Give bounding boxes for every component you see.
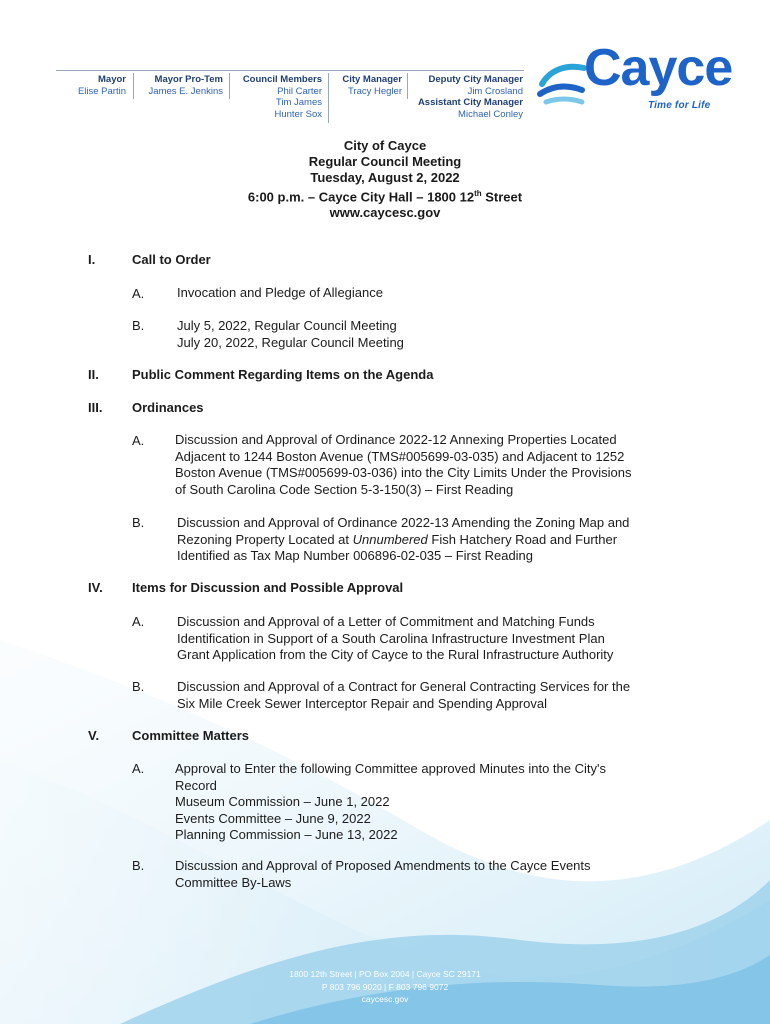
item-letter: B. <box>132 318 145 333</box>
official-name: Phil Carter <box>277 85 322 97</box>
title-time-location <box>0 186 770 205</box>
agenda-item <box>177 679 697 712</box>
item-line: July 20, 2022, Regular Council Meeting <box>177 334 404 350</box>
footer-website: caycesc.gov <box>361 994 409 1004</box>
item-line: Boston Avenue (TMS#005699-03-036) into the City Limits Under the Provisions <box>175 465 632 480</box>
item-line: Museum Commission – June 1, 2022 <box>175 794 390 809</box>
item-line: Planning Commission – June 13, 2022 <box>175 827 398 842</box>
agenda-item <box>177 285 697 302</box>
title-city: City of Cayce <box>343 138 427 153</box>
official-name: Tracy Hegler <box>347 85 402 97</box>
header-separator <box>328 73 329 123</box>
item-letter: B. <box>132 679 145 694</box>
item-letter: A. <box>132 761 145 776</box>
title-ordinal-suffix: th <box>474 189 482 198</box>
agenda-item <box>175 432 695 498</box>
item-line: Six Mile Creek Sewer Interceptor Repair and Spending Approval <box>177 695 547 711</box>
item-line: Record <box>175 777 217 793</box>
agenda-item <box>177 614 697 664</box>
item-line: Approval to Enter the following Committee approved Minutes into the City's <box>175 761 606 776</box>
header-separator <box>229 73 230 99</box>
item-letter: A. <box>132 433 145 448</box>
item-letter: B. <box>132 858 145 873</box>
item-letter: A. <box>132 286 145 301</box>
title-date: Tuesday, August 2, 2022 <box>310 170 460 185</box>
official-role: Deputy City Manager <box>428 74 523 85</box>
item-line: Events Committee – June 9, 2022 <box>175 810 371 826</box>
item-letter: B. <box>132 515 145 530</box>
footer-address: 1800 12th Street | PO Box 2004 | Cayce SC 29171 <box>289 969 481 979</box>
section-number: V. <box>88 728 100 743</box>
section-number: IV. <box>88 580 103 595</box>
official-role: Assistant City Manager <box>417 97 523 108</box>
item-line: Invocation and Pledge of Allegiance <box>177 285 383 300</box>
title-street-text: Street <box>481 189 523 205</box>
official-deputy-city-manager <box>418 74 523 120</box>
official-name: Tim James <box>275 97 322 108</box>
footer-phone: P 803 796 9020 | F 803 796 9072 <box>321 981 449 992</box>
item-line: Discussion and Approval of Ordinance 2022-12 Annexing Properties Located <box>175 432 617 447</box>
title-time-location-text: 6:00 p.m. – Cayce City Hall – 1800 12 <box>247 189 475 205</box>
title-meeting: Regular Council Meeting <box>308 154 462 169</box>
section-title: Call to Order <box>132 252 211 267</box>
official-name: Jim Crosland <box>467 85 523 97</box>
item-line: Rezoning Property Located at Unnumbered Fish Hatchery Road and Further <box>177 531 618 547</box>
item-line: Discussion and Approval of Proposed Amendments to the Cayce Events <box>175 858 591 873</box>
title-website: www.caycesc.gov <box>329 205 441 221</box>
item-line: July 5, 2022, Regular Council Meeting <box>177 318 397 333</box>
agenda-item <box>177 515 697 565</box>
official-role: Mayor <box>98 74 126 85</box>
official-name: Elise Partin <box>77 85 126 97</box>
section-number: I. <box>88 252 96 267</box>
official-role: City Manager <box>342 74 402 85</box>
section-number: II. <box>88 367 99 382</box>
official-name: James E. Jenkins <box>148 85 223 97</box>
header-separator <box>133 73 134 99</box>
agenda-item <box>175 761 695 844</box>
section-number: III. <box>88 400 103 415</box>
header-separator <box>407 73 408 99</box>
official-mayor <box>78 74 126 97</box>
item-line: Committee By-Laws <box>175 874 292 890</box>
official-role: Council Members <box>242 74 322 85</box>
official-mayor-pro-tem <box>149 74 223 97</box>
item-line: Identified as Tax Map Number 006896-02-035 – First Reading <box>177 548 534 563</box>
item-letter: A. <box>132 614 145 629</box>
item-line: Identification in Support of a South Carolina Infrastructure Investment Plan <box>177 630 605 646</box>
logo-tagline: Time for Life <box>648 100 711 111</box>
item-line: Discussion and Approval of a Letter of Commitment and Matching Funds <box>177 614 595 629</box>
official-name: Hunter Sox <box>274 108 322 120</box>
section-title: Committee Matters <box>132 728 250 743</box>
item-line: Grant Application from the City of Cayce to the Rural Infrastructure Authority <box>177 647 614 662</box>
agenda-item <box>175 858 695 891</box>
logo-wordmark: Cayce <box>584 39 733 97</box>
page-footer <box>0 968 770 1006</box>
section-title: Ordinances <box>132 400 204 415</box>
meeting-title-block <box>0 138 770 221</box>
official-name: Michael Conley <box>458 108 523 120</box>
section-title: Public Comment Regarding Items on the Agenda <box>132 367 434 382</box>
item-line: Discussion and Approval of a Contract for General Contracting Services for the <box>177 679 631 694</box>
official-council-members <box>243 74 322 120</box>
item-line: Adjacent to 1244 Boston Avenue (TMS#005699-03-035) and Adjacent to 1252 <box>175 448 625 464</box>
official-city-manager <box>342 74 402 97</box>
section-title: Items for Discussion and Possible Approval <box>132 580 404 595</box>
official-role: Mayor Pro-Tem <box>154 74 223 85</box>
header-rule <box>56 70 524 71</box>
agenda-item <box>177 318 697 351</box>
item-line: Discussion and Approval of Ordinance 2022-13 Amending the Zoning Map and <box>177 515 630 530</box>
item-line: of South Carolina Code Section 5-3-150(3) – First Reading <box>175 481 514 497</box>
